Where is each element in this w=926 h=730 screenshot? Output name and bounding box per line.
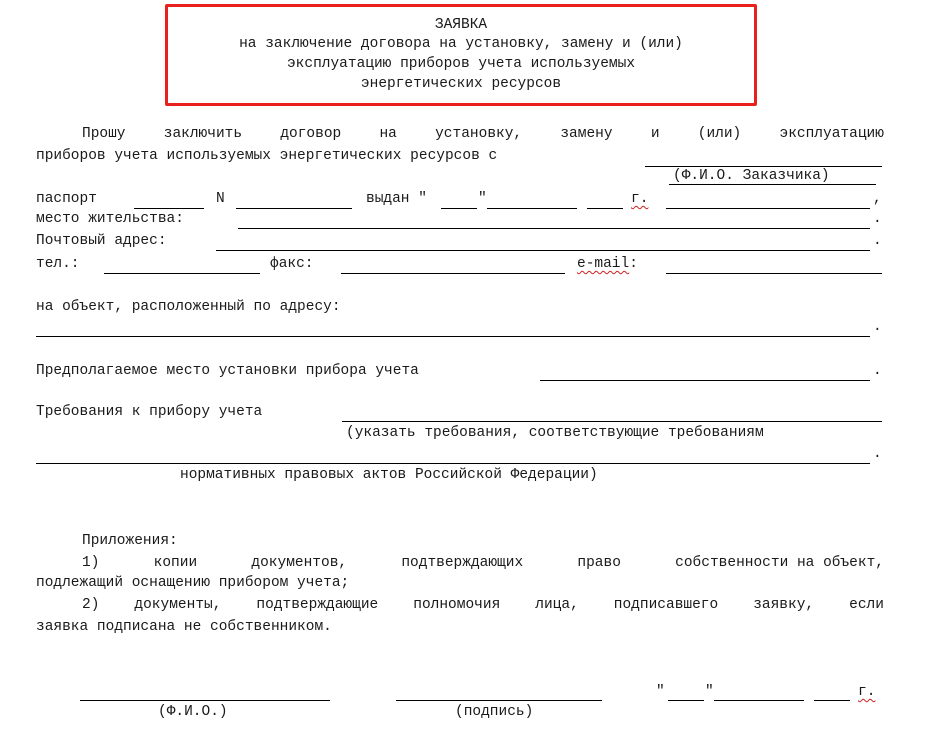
residence-label: место жительства: (36, 211, 184, 227)
meter-place-field[interactable] (540, 380, 870, 381)
year-label: г. (631, 191, 649, 207)
request-line-2: приборов учета используемых энергетических ресурсов с (36, 148, 498, 164)
passport-number-field[interactable] (236, 208, 352, 209)
phone-field[interactable] (104, 273, 260, 274)
signature-name-caption: (Ф.И.О.) (158, 704, 228, 720)
object-address-period: . (873, 319, 882, 335)
postal-address-field[interactable] (216, 250, 870, 251)
customer-name-caption: (Ф.И.О. Заказчика) (673, 168, 830, 184)
signature-day-field[interactable] (668, 700, 704, 701)
document-title: ЗАЯВКА (434, 17, 488, 33)
signature-field[interactable] (396, 700, 602, 701)
meter-req-label: Требования к прибору учета (36, 404, 263, 420)
attachment-1-line-1: 1) копии документов, подтверждающих право собственности на объект, (82, 555, 884, 571)
attachment-1-line-2: подлежащий оснащению прибором учета; (36, 575, 350, 591)
residence-period: . (873, 211, 882, 227)
document-subtitle-line-1: на заключение договора на установку, замену и (или) (239, 36, 683, 52)
meter-req-period: . (873, 446, 882, 462)
issued-year-field[interactable] (587, 208, 623, 209)
document-subtitle-line-3: энергетических ресурсов (360, 76, 562, 92)
signature-month-field[interactable] (714, 700, 804, 701)
fax-field[interactable] (341, 273, 565, 274)
number-label: N (216, 191, 225, 207)
signature-year-label: г. (858, 684, 876, 700)
issued-by-field[interactable] (666, 208, 870, 209)
meter-req-caption-1: (указать требования, соответствующие требованиям (346, 425, 764, 441)
meter-req-field-2[interactable] (36, 463, 870, 464)
meter-req-caption-2: нормативных правовых актов Российской Федерации) (180, 467, 598, 483)
attachment-2-line-1: 2) документы, подтверждающие полномочия лица, подписавшего заявку, если (82, 597, 884, 613)
issued-label: выдан " (366, 191, 427, 207)
issued-quote: " (478, 191, 487, 207)
meter-place-label: Предполагаемое место установки прибора учета (36, 363, 419, 379)
passport-comma: , (873, 191, 882, 207)
signature-caption: (подпись) (455, 704, 534, 720)
attachment-2-line-2: заявка подписана не собственником. (36, 619, 332, 635)
caption-underline (669, 184, 876, 185)
request-line-1: Прошу заключить договор на установку, замену и (или) эксплуатацию (82, 126, 884, 142)
passport-label: паспорт (36, 191, 97, 207)
document-subtitle-line-2: эксплуатацию приборов учета используемых (286, 56, 636, 72)
postal-label: Почтовый адрес: (36, 233, 167, 249)
phone-label: тел.: (36, 256, 80, 272)
object-address-field[interactable] (36, 336, 870, 337)
email-field[interactable] (666, 273, 882, 274)
fax-label: факс: (270, 256, 314, 272)
residence-field[interactable] (238, 228, 870, 229)
passport-series-field[interactable] (134, 208, 204, 209)
title-box (165, 4, 757, 106)
meter-req-field[interactable] (342, 421, 882, 422)
issued-day-field[interactable] (441, 208, 477, 209)
signature-year-field[interactable] (814, 700, 850, 701)
signature-open-quote: " (656, 684, 665, 700)
object-address-label: на объект, расположенный по адресу: (36, 299, 341, 315)
attachments-heading: Приложения: (82, 533, 178, 549)
signature-close-quote: " (705, 684, 714, 700)
email-label: e-mail: (577, 256, 638, 272)
meter-place-period: . (873, 363, 882, 379)
signature-name-field[interactable] (80, 700, 330, 701)
issued-month-field[interactable] (487, 208, 577, 209)
postal-period: . (873, 233, 882, 249)
